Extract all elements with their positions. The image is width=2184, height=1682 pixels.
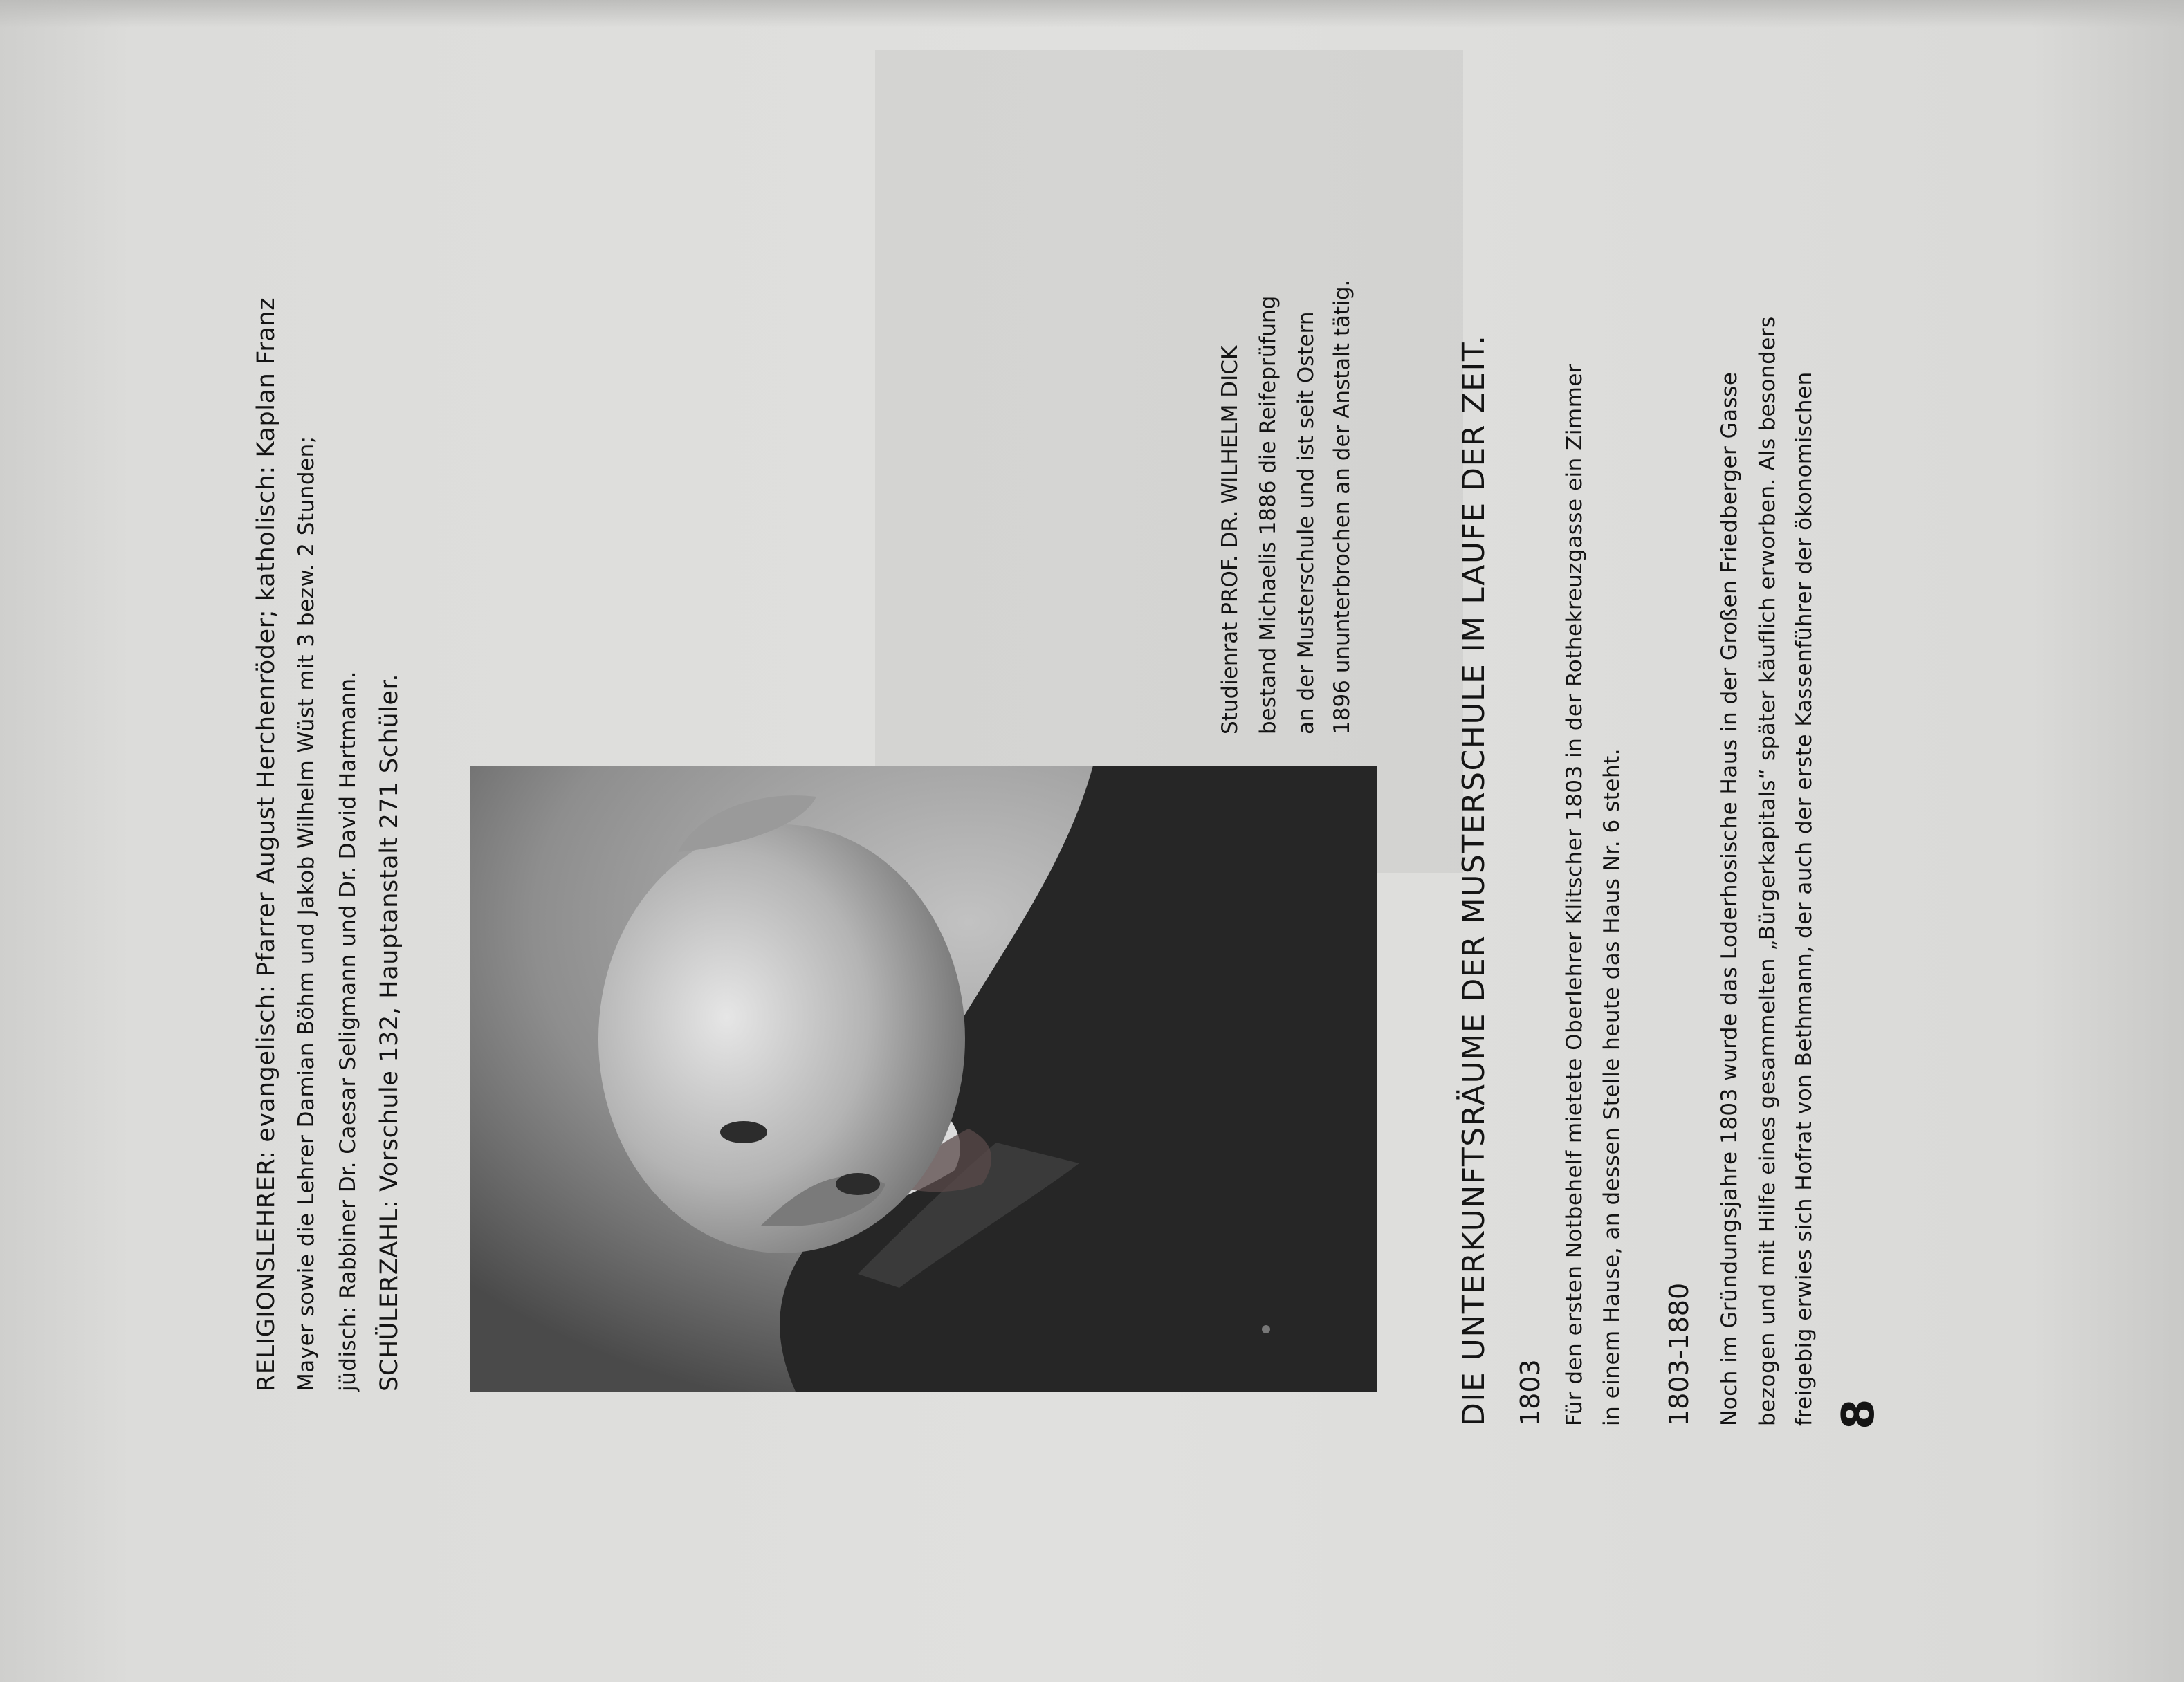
section-heading: DIE UNTERKUNFTSRÄUME DER MUSTERSCHULE IM LAUFE DER ZEIT. <box>1456 334 1492 1426</box>
religion-line-3: jüdisch: Rabbiner Dr. Caesar Seligmann und Dr. David Hartmann. <box>336 671 360 1392</box>
paragraph-1880-line-2: bezogen und mit Hilfe eines gesammelten „Bürgerkapitals“ später käuflich erworben. Als besonders <box>1755 316 1780 1426</box>
caption-line-4: 1896 ununterbrochen an der Anstalt tätig. <box>1330 279 1355 734</box>
head-shape <box>598 824 965 1253</box>
year-heading-1803: 1803 <box>1515 1359 1545 1426</box>
show-through-from-reverse <box>875 50 1463 873</box>
portrait-illustration <box>470 766 1377 1392</box>
religion-line-1: RELIGIONSLEHRER: evangelisch: Pfarrer August Herchenröder; katholisch: Kaplan Franz <box>253 297 280 1392</box>
page-number: 8 <box>1833 1398 1884 1430</box>
paragraph-1880-line-1: Noch im Gründungsjahre 1803 wurde das Loderhosische Haus in der Großen Friedberger Gasse <box>1717 371 1742 1426</box>
religion-line-2: Mayer sowie die Lehrer Damian Böhm und Jakob Wilhelm Wüst mit 3 bezw. 2 Stunden; <box>294 436 319 1392</box>
paragraph-1803-line-1: Für den ersten Notbehelf mietete Oberlehrer Klitscher 1803 in der Rothekreuzgasse ein Zimmer <box>1562 363 1587 1426</box>
caption-line-2: bestand Michaelis 1886 die Reifeprüfung <box>1256 295 1281 734</box>
eye-right <box>720 1121 767 1143</box>
enrollment-line: SCHÜLERZAHL: Vorschule 132, Hauptanstalt 271 Schüler. <box>376 673 403 1392</box>
portrait-photo <box>470 766 1377 1392</box>
caption-line-1: Studienrat PROF. DR. WILHELM DICK <box>1218 345 1242 734</box>
paragraph-1803-line-2: in einem Hause, an dessen Stelle heute das Haus Nr. 6 steht. <box>1599 748 1624 1426</box>
paragraph-1880-line-3: freigebig erwies sich Hofrat von Bethmann, der auch der erste Kassenführer der ökonomischen <box>1792 371 1817 1426</box>
eye-left <box>836 1173 880 1195</box>
year-heading-1803-1880: 1803-1880 <box>1664 1282 1694 1426</box>
caption-line-3: an der Musterschule und ist seit Ostern <box>1294 311 1319 734</box>
